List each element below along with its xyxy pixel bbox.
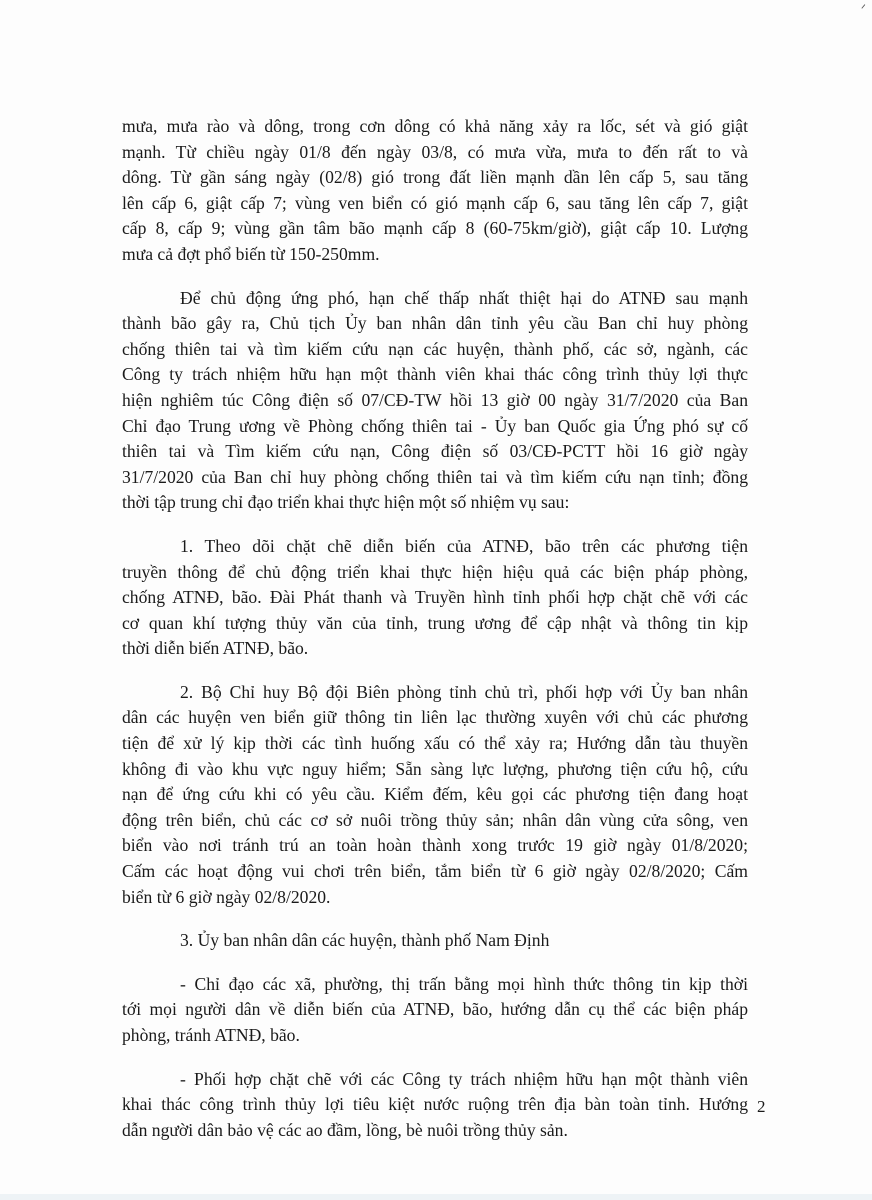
document-body xyxy=(122,114,748,1161)
text-line: mưa, mưa rào và dông, trong cơn dông có khả năng xảy ra lốc, sét và gió giật xyxy=(122,116,748,136)
text-line: nạn để ứng cứu khi có yêu cầu. Kiểm đếm, kêu gọi các phương tiện đang hoạt xyxy=(122,784,748,805)
text-line: thời tập trung chỉ đạo triển khai thực hiện một số nhiệm vụ sau: xyxy=(122,492,570,513)
paragraph-item-1 xyxy=(122,534,748,662)
text-line: - Phối hợp chặt chẽ với các Công ty trách nhiệm hữu hạn một thành viên xyxy=(180,1068,748,1089)
text-line: thiên tai và Tìm kiếm cứu nạn, Công điện số 03/CĐ-PCTT hồi 16 giờ ngày xyxy=(122,441,748,462)
text-line: 2. Bộ Chỉ huy Bộ đội Biên phòng tỉnh chủ trì, phối hợp với Ủy ban nhân xyxy=(180,681,748,702)
page-number: 2 xyxy=(757,1097,766,1116)
text-line: thành bão gây ra, Chủ tịch Ủy ban nhân dân tỉnh yêu cầu Ban chỉ huy phòng xyxy=(122,313,748,334)
paragraph-item-2 xyxy=(122,680,748,910)
text-line: cơ quan khí tượng thủy văn của tỉnh, trung ương để cập nhật và thông tin kịp xyxy=(122,612,748,633)
paragraph-subitem-a xyxy=(122,972,748,1049)
text-line: chống thiên tai và tìm kiếm cứu nạn các huyện, thành phố, các sở, ngành, các xyxy=(122,338,748,359)
text-line: 1. Theo dõi chặt chẽ diễn biến của ATNĐ, bão trên các phương tiện xyxy=(180,535,748,556)
text-line: chống ATNĐ, bão. Đài Phát thanh và Truyền hình tỉnh phối hợp chặt chẽ với các xyxy=(122,587,748,608)
text-line: tiện để xử lý kịp thời các tình huống xấu có thể xảy ra; Hướng dẫn tàu thuyền xyxy=(122,733,748,754)
text-line: khai thác công trình thủy lợi tiêu kiệt nước ruộng trên địa bàn toàn tỉnh. Hướng xyxy=(122,1094,748,1115)
text-line: lên cấp 6, giật cấp 7; vùng ven biển có gió mạnh cấp 6, sau tăng lên cấp 7, giật xyxy=(122,192,748,213)
text-line: cấp 8, cấp 9; vùng gần tâm bão mạnh cấp 8 (60-75km/giờ), giật cấp 10. Lượng xyxy=(122,218,748,239)
text-line: thời diễn biến ATNĐ, bão. xyxy=(122,638,309,659)
text-line: 3. Ủy ban nhân dân các huyện, thành phố Nam Định xyxy=(180,930,550,951)
text-line: động trên biển, chủ các cơ sở nuôi trồng thủy sản; nhân dân vùng cửa sông, ven xyxy=(122,809,748,830)
text-line: Để chủ động ứng phó, hạn chế thấp nhất thiệt hại do ATNĐ sau mạnh xyxy=(180,287,748,308)
scan-edge xyxy=(0,1194,872,1200)
paragraph-weather-forecast xyxy=(122,114,748,268)
text-line: hiện nghiêm túc Công điện số 07/CĐ-TW hồi 13 giờ 00 ngày 31/7/2020 của Ban xyxy=(122,389,748,410)
text-line: biển vào nơi tránh trú an toàn hoàn thành xong trước 19 giờ ngày 01/8/2020; xyxy=(122,835,748,856)
paragraph-directive xyxy=(122,286,748,516)
text-line: Chỉ đạo Trung ương về Phòng chống thiên tai - Ủy ban Quốc gia Ứng phó sự cố xyxy=(122,415,748,436)
text-line: - Chỉ đạo các xã, phường, thị trấn bằng mọi hình thức thông tin kịp thời xyxy=(180,973,748,994)
text-line: mạnh. Từ chiều ngày 01/8 đến ngày 03/8, có mưa vừa, mưa to đến rất to và xyxy=(122,141,748,162)
text-line: dân các huyện ven biển giữ thông tin liên lạc thường xuyên với chủ các phương xyxy=(122,707,748,728)
corner-mark: ᐟ xyxy=(860,2,866,16)
text-line: dông. Từ gần sáng ngày (02/8) gió trong đất liền mạnh dần lên cấp 5, sau tăng xyxy=(122,167,748,188)
text-line: tới mọi người dân về diễn biến của ATNĐ, bão, hướng dẫn cụ thể các biện pháp xyxy=(122,999,748,1020)
text-line: dẫn người dân bảo vệ các ao đầm, lồng, bè nuôi trồng thủy sản. xyxy=(122,1119,568,1140)
paragraph-item-3-heading xyxy=(122,928,748,954)
text-line: Cấm các hoạt động vui chơi trên biển, tắm biển từ 6 giờ ngày 02/8/2020; Cấm xyxy=(122,861,748,882)
text-line: truyền thông để chủ động triển khai thực hiện hiệu quả các biện pháp phòng, xyxy=(122,561,748,582)
paragraph-subitem-b xyxy=(122,1067,748,1144)
text-line: Công ty trách nhiệm hữu hạn một thành viên khai thác công trình thủy lợi thực xyxy=(122,364,748,385)
text-line: biển từ 6 giờ ngày 02/8/2020. xyxy=(122,886,331,907)
text-line: 31/7/2020 của Ban chỉ huy phòng chống thiên tai và tìm kiếm cứu nạn tỉnh; đồng xyxy=(122,466,748,487)
text-line: không đi vào khu vực nguy hiểm; Sẵn sàng lực lượng, phương tiện cứu hộ, cứu xyxy=(122,758,748,779)
text-line: phòng, tránh ATNĐ, bão. xyxy=(122,1025,300,1045)
text-line: mưa cả đợt phổ biến từ 150-250mm. xyxy=(122,243,380,264)
